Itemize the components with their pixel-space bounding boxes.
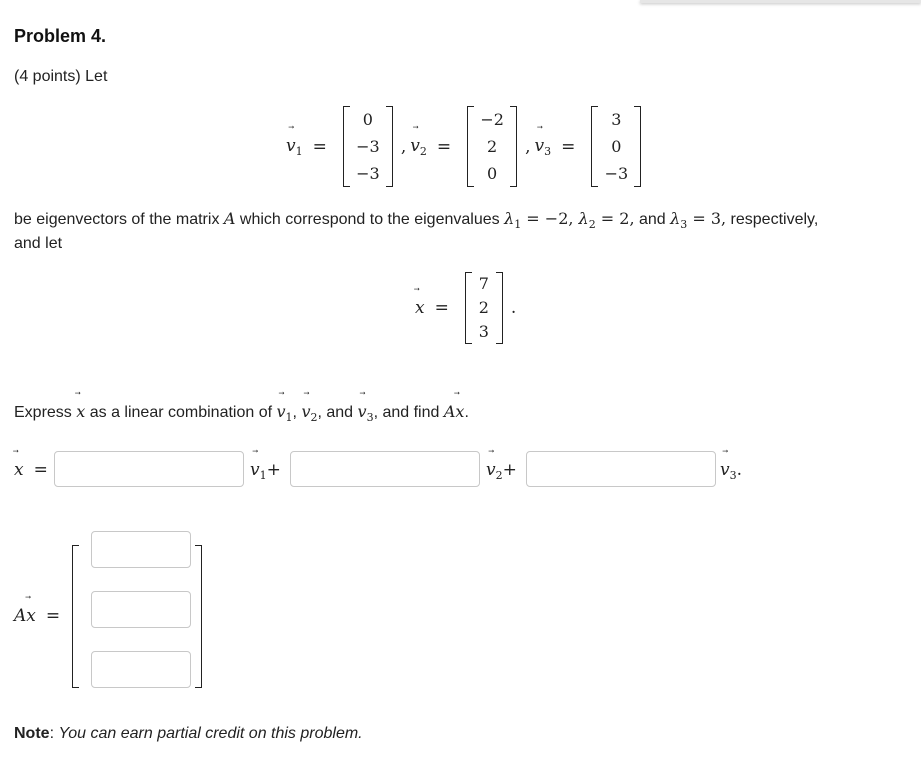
v3-matrix [591,106,641,187]
ax-label: A x = [14,606,61,626]
equals-sign: = [436,136,452,157]
v1-entry-1: 0 [362,110,373,129]
and-let-text: and let [14,235,63,252]
coefficient-2-input[interactable] [290,451,480,487]
equals-sign: = [561,136,576,157]
v3-entry-3: −3 [604,164,629,183]
ax-answer-matrix [72,545,202,688]
x-symbol: x [415,298,425,318]
coefficient-3-input[interactable] [526,451,716,487]
comma: , [525,136,531,157]
v2-matrix [467,106,517,187]
comma: , [400,136,407,157]
express-instruction: Express x as a linear combination of $v_1$, $v_2$, and $v_3$, and find A x. [14,402,469,424]
period: . [510,298,517,318]
note-text: You can earn partial credit on this problem. [58,725,363,742]
ax-entry-2-input[interactable] [91,591,191,628]
v2-plus-label: $v_2+$ [486,460,517,482]
x-entry-3: 3 [478,322,489,341]
v1-entry-2: −3 [356,137,380,156]
top-panel-edge [640,0,921,3]
v3-period-label: $v_3$. [720,460,743,482]
v3-symbol: $v_3$ [534,135,552,158]
partial-credit-note: Note: You can earn partial credit on this problem. [14,725,363,742]
x-entry-1: 7 [478,274,489,293]
v2-entry-2: 2 [487,137,498,156]
v1-symbol: $v_1$ [286,135,303,158]
equals-sign: = [434,298,449,318]
v3-entry-2: 0 [611,137,622,156]
v2-entry-3: 0 [487,164,498,183]
answer-x-label: x = [14,460,48,480]
v2-entry-1: −2 [480,110,504,129]
x-entry-2: 2 [478,298,489,317]
linear-combination-answer-row [14,451,914,489]
left-bracket [72,545,79,688]
eigenvector-definitions [286,106,647,187]
v1-matrix [343,106,393,187]
v3-entry-1: 3 [611,110,622,129]
x-matrix [465,272,503,344]
equals-sign: = [312,136,327,157]
x-vector-definition [415,272,516,344]
v1-plus-label: $v_1+$ [250,460,281,482]
ax-entry-1-input[interactable] [91,531,191,568]
eigenvalue-sentence: be eigenvectors of the matrix A which correspond to the eigenvalues $\lambda_1 = -2$, $\lambda_2 = 2$, and $\lambda_3 = 3$, respectively, [14,209,819,231]
problem-title: Problem 4. [14,26,107,46]
coefficient-1-input[interactable] [54,451,244,487]
note-label: Note [14,725,50,742]
v2-symbol: $v_2$ [410,135,427,158]
v1-entry-3: −3 [356,164,380,183]
ax-entry-3-input[interactable] [91,651,191,688]
matrix-a-symbol: A [223,209,236,228]
problem-intro: (4 points) Let [14,68,108,85]
right-bracket [195,545,202,688]
